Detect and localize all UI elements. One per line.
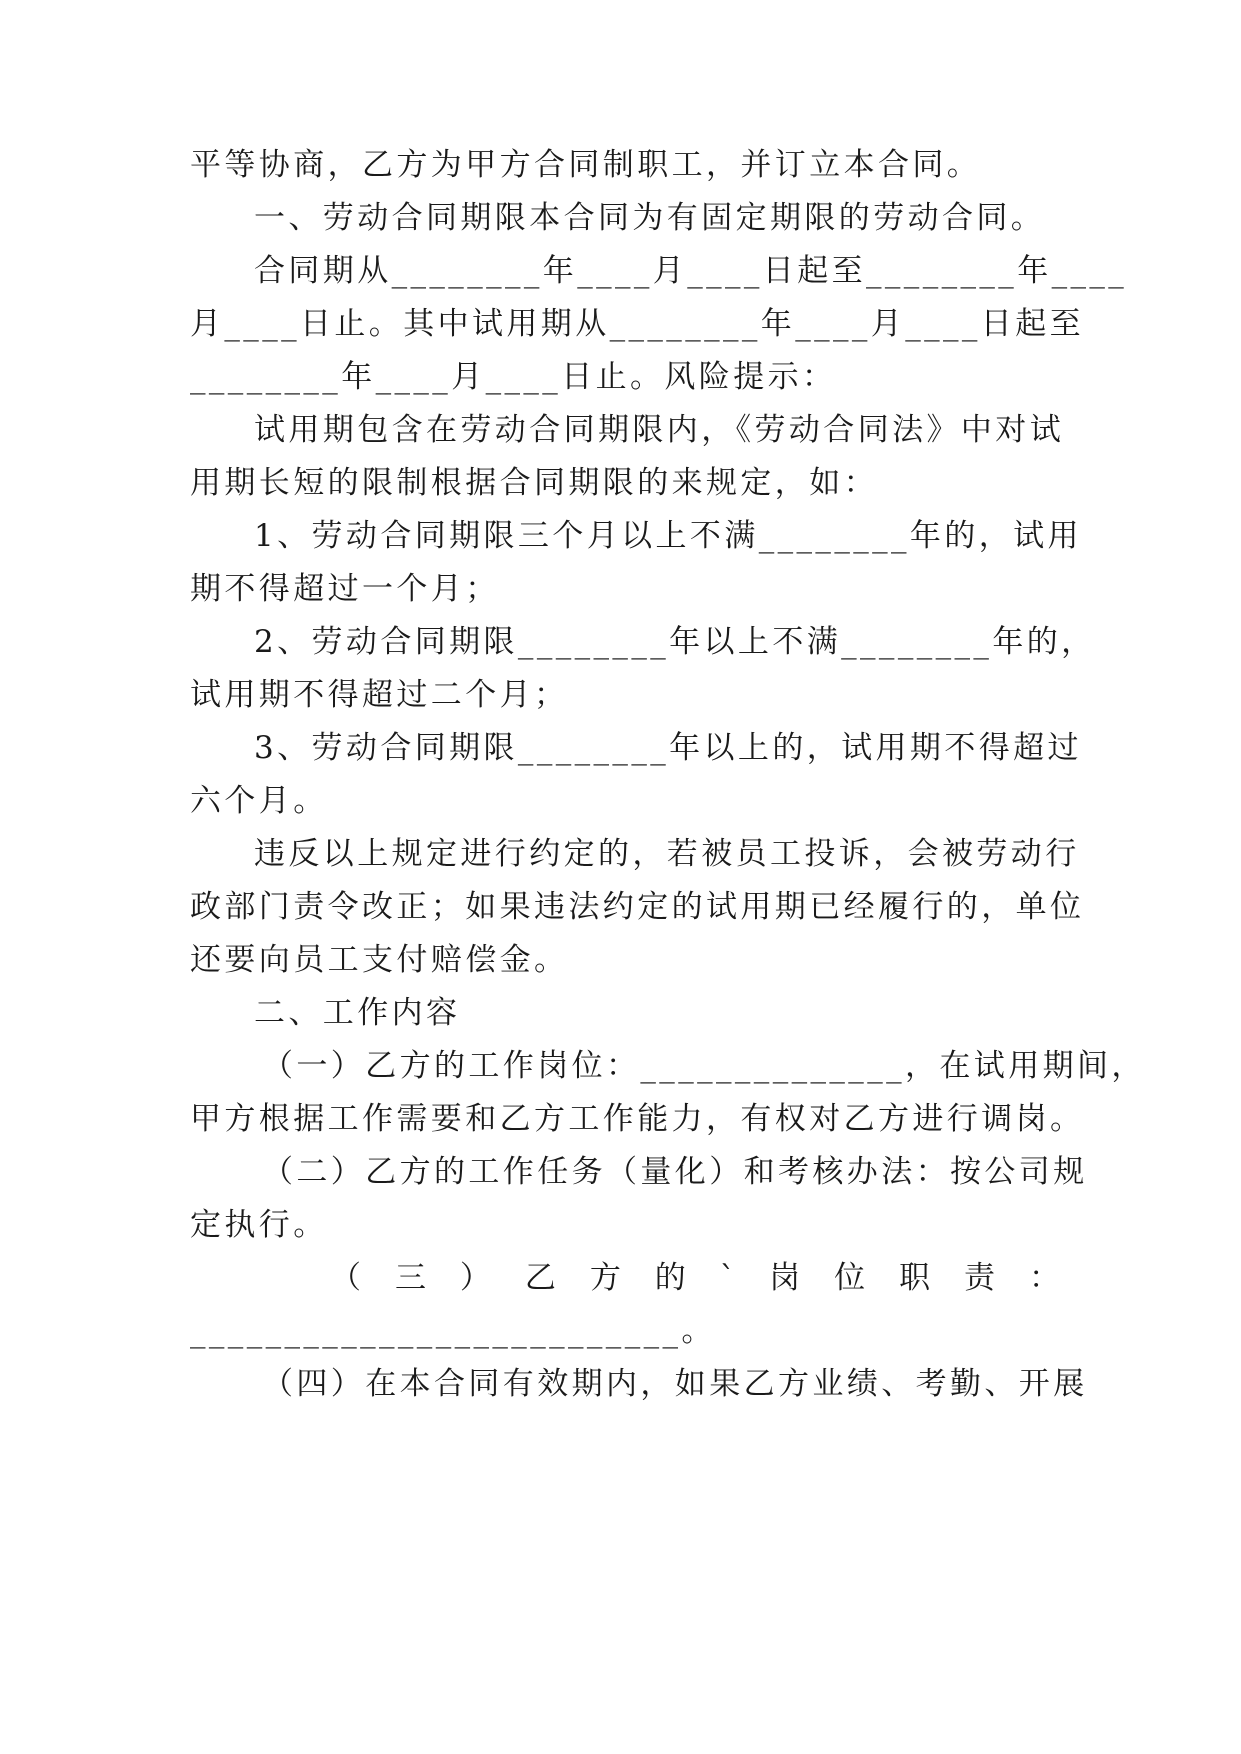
text-line-12: 3、劳动合同期限________年以上的，试用期不得超过 (254, 730, 1082, 766)
text-line-9: 期不得超过一个月； (190, 571, 500, 607)
text-line-16: 还要向员工支付赔偿金。 (190, 942, 569, 978)
text-line-5: ________年____月____日止。风险提示： (190, 359, 837, 395)
text-line-3: 合同期从________年____月____日起至________年____ (254, 253, 1128, 289)
text-line-20: （二）乙方的工作任务（量化）和考核办法：按公司规 (262, 1154, 1088, 1190)
text-line-6: 试用期包含在劳动合同期限内，《劳动合同法》中对试 (254, 412, 1065, 448)
char: 的 (654, 1260, 686, 1296)
text-line-8: 1、劳动合同期限三个月以上不满________年的，试用 (254, 518, 1082, 554)
text-line-19: 甲方根据工作需要和乙方工作能力，有权对乙方进行调岗。 (190, 1101, 1085, 1137)
text-line-4: 月____日止。其中试用期从________年____月____日起至 (190, 306, 1084, 342)
char: 方 (589, 1260, 621, 1296)
char: ： (1028, 1260, 1060, 1296)
char: 乙 (524, 1260, 556, 1296)
char: （ (330, 1260, 361, 1296)
text-line-14: 违反以上规定进行约定的，若被员工投诉，会被劳动行 (254, 836, 1080, 872)
text-line-15: 政部门责令改正；如果违法约定的试用期已经履行的，单位 (190, 889, 1085, 925)
char: ` (719, 1260, 736, 1296)
text-line-7: 用期长短的限制根据合同期限的来规定，如： (190, 465, 878, 501)
text-line-22 (330, 1249, 1060, 1307)
char: ） (459, 1260, 491, 1296)
char: 三 (394, 1260, 426, 1296)
text-line-13: 六个月。 (190, 783, 328, 819)
char: 位 (834, 1260, 866, 1296)
char: 岗 (769, 1260, 801, 1296)
text-line-21: 定执行。 (190, 1207, 328, 1243)
text-line-18: （一）乙方的工作岗位：______________，在试用期间， (262, 1048, 1146, 1084)
char: 职 (899, 1260, 931, 1296)
text-line-2: 一、劳动合同期限本合同为有固定期限的劳动合同。 (254, 200, 1046, 236)
text-line-10: 2、劳动合同期限________年以上不满________年的， (254, 624, 1096, 660)
text-line-24: （四）在本合同有效期内，如果乙方业绩、考勤、开展 (262, 1366, 1088, 1402)
text-line-23: __________________________。 (190, 1313, 716, 1349)
text-line-11: 试用期不得超过二个月； (190, 677, 569, 713)
char: 责 (964, 1260, 996, 1296)
text-line-1: 平等协商，乙方为甲方合同制职工，并订立本合同。 (190, 147, 982, 183)
text-line-17: 二、工作内容 (254, 995, 461, 1031)
